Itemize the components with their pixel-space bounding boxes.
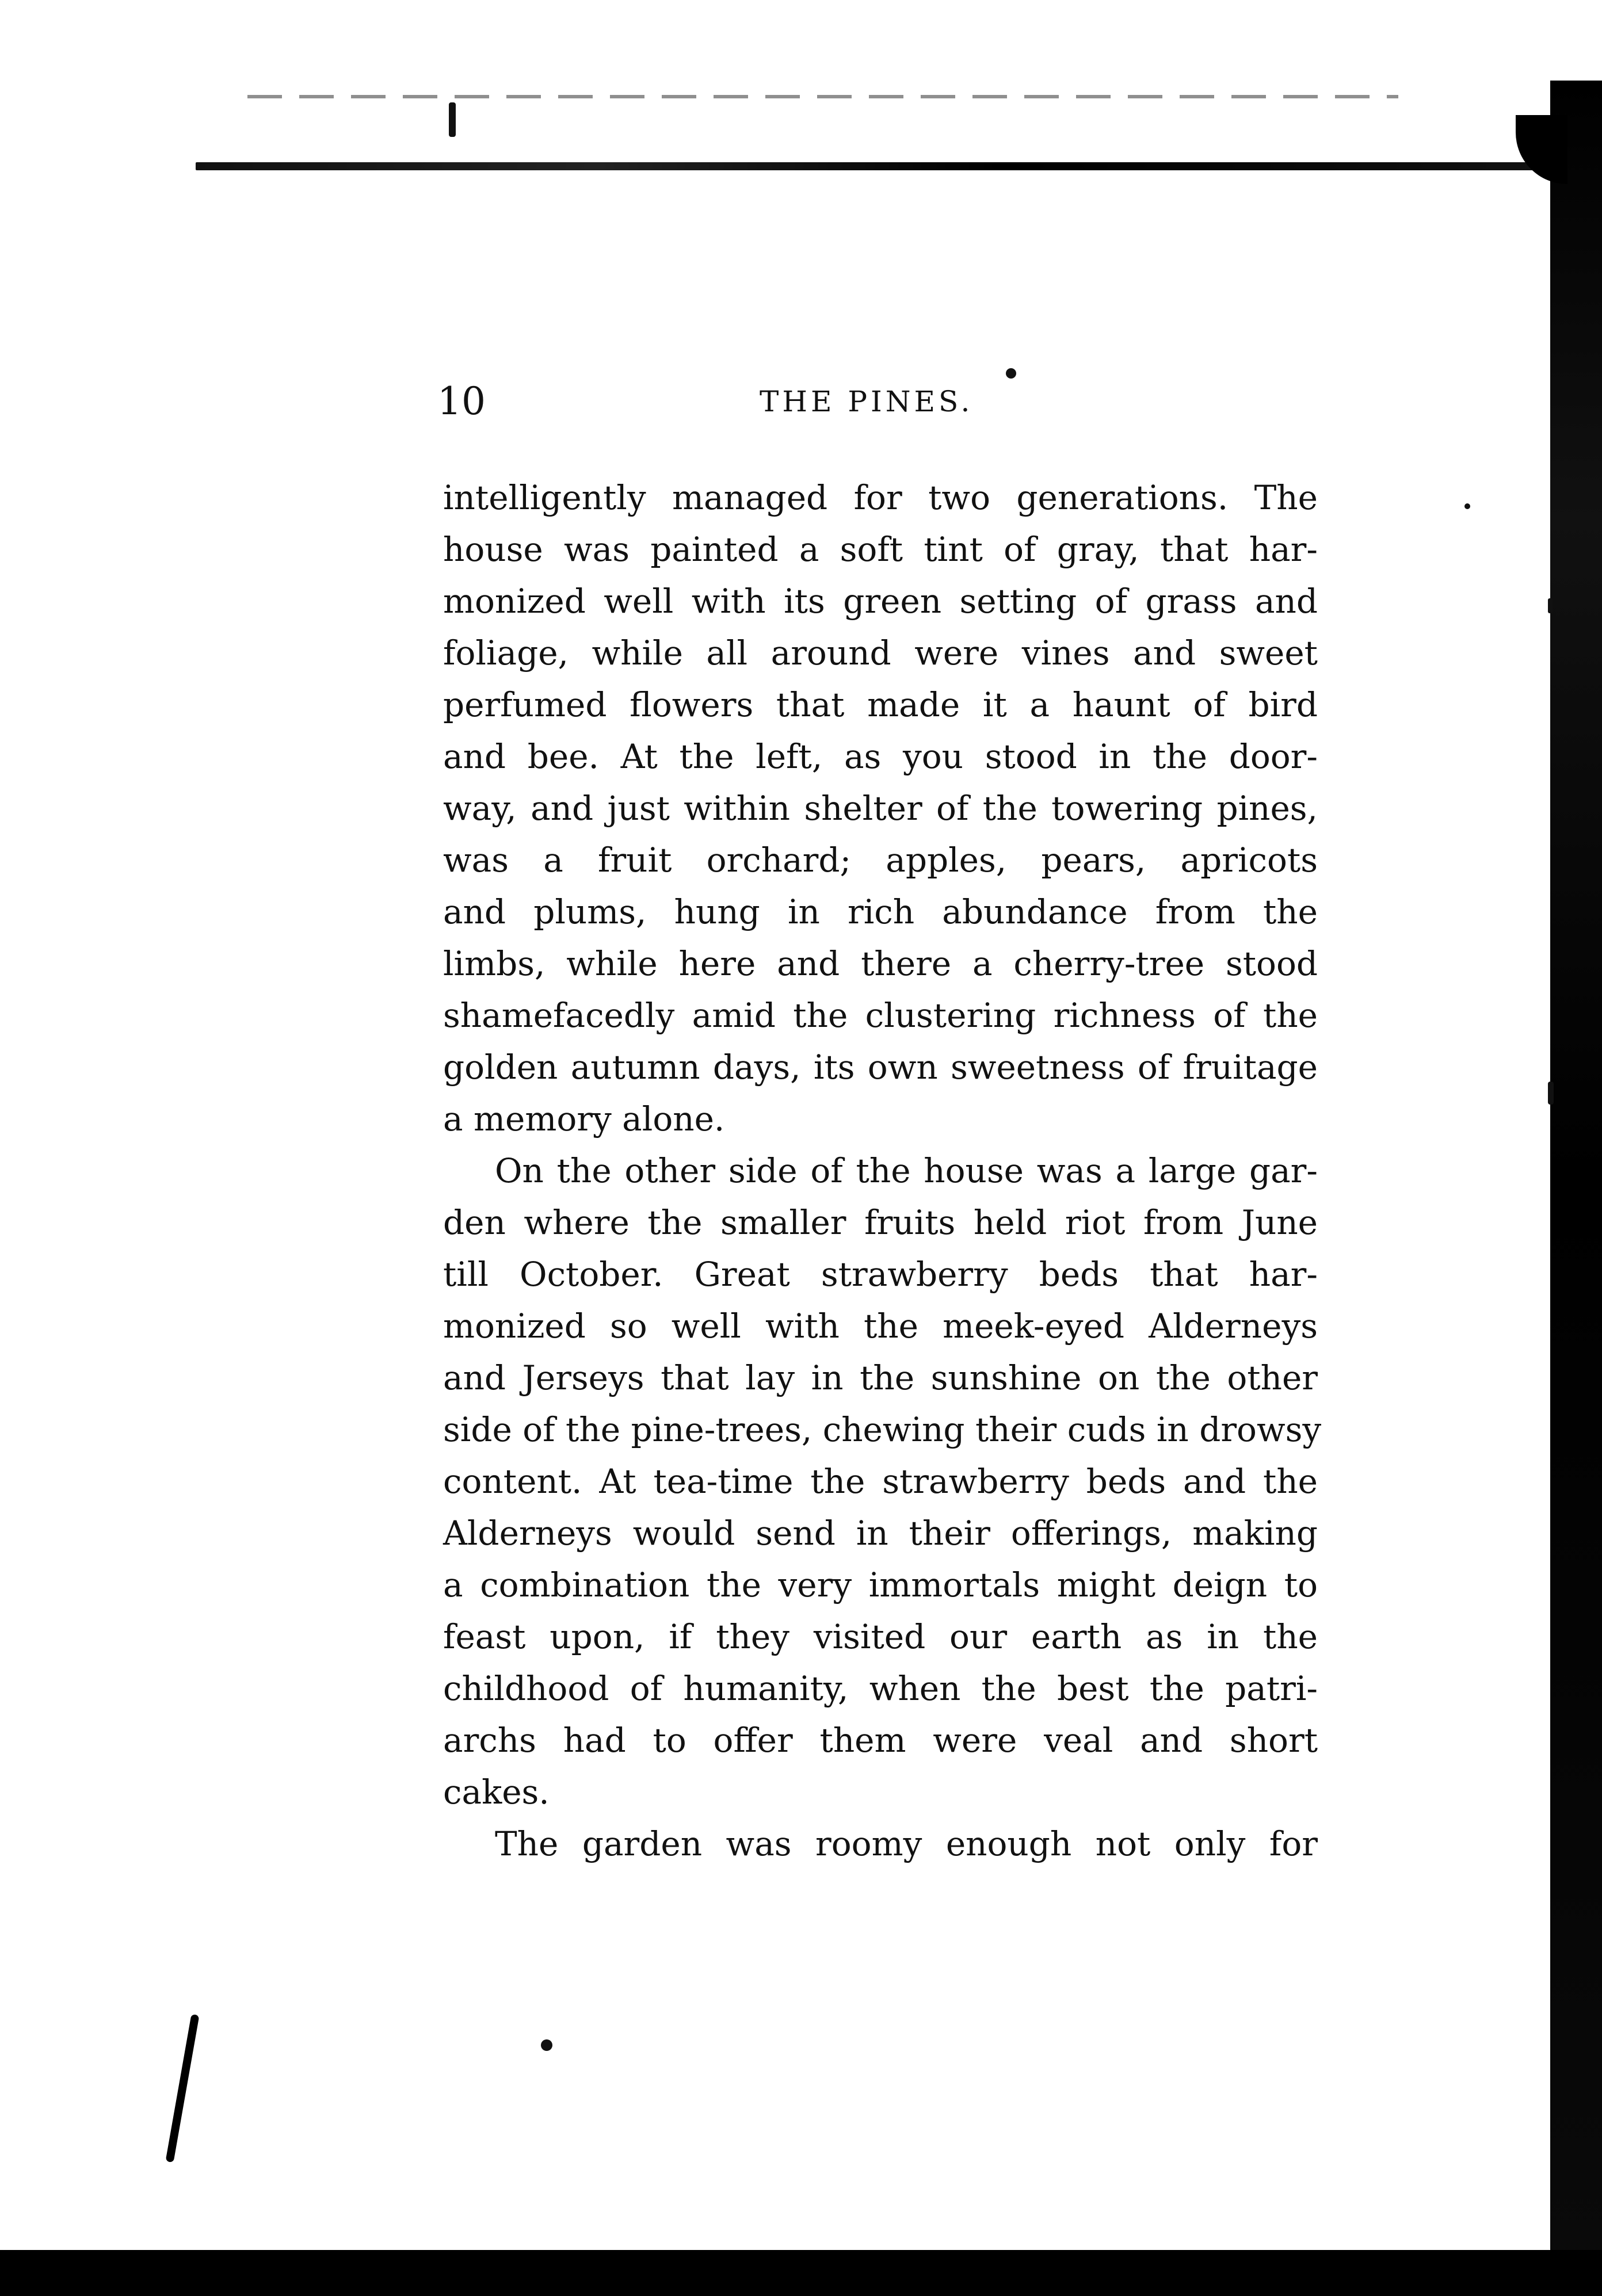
text-line: monized so well with the meek-eyed Alderneys [443,1306,1318,1346]
scan-artifact-scratch [166,2014,200,2163]
scan-artifact-faint-rule [247,95,1398,98]
scan-speck [1548,1082,1554,1105]
text-line: was a fruit orchard; apples, pears, apricots [443,841,1318,880]
running-title: THE PINES. [760,385,974,418]
page-number: 10 [437,379,486,423]
scan-speck [1548,598,1553,613]
text-line: archs had to offer them were veal and short [443,1721,1318,1760]
text-line: way, and just within shelter of the towering pines, [443,789,1318,828]
text-line: foliage, while all around were vines and sweet [443,633,1318,673]
text-line: On the other side of the house was a large gar- [495,1151,1318,1190]
text-line: Alderneys would send in their offerings, making [443,1514,1318,1553]
text-line: cakes. [443,1772,550,1812]
text-line: shamefacedly amid the clustering richness of the [443,996,1318,1035]
text-line: den where the smaller fruits held riot from June [443,1203,1318,1242]
scan-artifact-bottom-edge [0,2250,1602,2296]
text-line: a memory alone. [443,1099,725,1139]
scan-artifact-top-rule [196,162,1536,170]
text-line: a combination the very immortals might deign to [443,1565,1318,1604]
running-header [437,373,1323,430]
text-line: and plums, hung in rich abundance from the [443,892,1318,931]
text-line: side of the pine-trees, chewing their cuds in drowsy [443,1410,1322,1449]
text-line: perfumed flowers that made it a haunt of bird [443,685,1318,724]
text-line: and Jerseys that lay in the sunshine on the other [443,1358,1318,1397]
text-line: content. At tea-time the strawberry beds and the [443,1462,1318,1501]
text-line: feast upon, if they visited our earth as in the [443,1617,1318,1656]
scan-speck [1464,503,1470,509]
text-line: monized well with its green setting of grass and [443,582,1318,621]
body-text [443,472,1322,1870]
text-line: house was painted a soft tint of gray, that har- [443,530,1318,569]
text-line: The garden was roomy enough not only for [495,1824,1318,1863]
scan-speck [449,102,456,137]
scan-speck [541,2039,552,2051]
text-line: and bee. At the left, as you stood in the door- [443,737,1318,776]
text-line: childhood of humanity, when the best the patri- [443,1669,1318,1708]
text-line: till October. Great strawberry beds that har- [443,1255,1318,1294]
scan-artifact-right-edge [1550,81,1602,2278]
text-line: intelligently managed for two generations. The [443,478,1318,517]
scan-artifact-corner [1516,115,1567,184]
text-line: limbs, while here and there a cherry-tree stood [443,944,1318,983]
text-line: golden autumn days, its own sweetness of fruitage [443,1048,1318,1087]
